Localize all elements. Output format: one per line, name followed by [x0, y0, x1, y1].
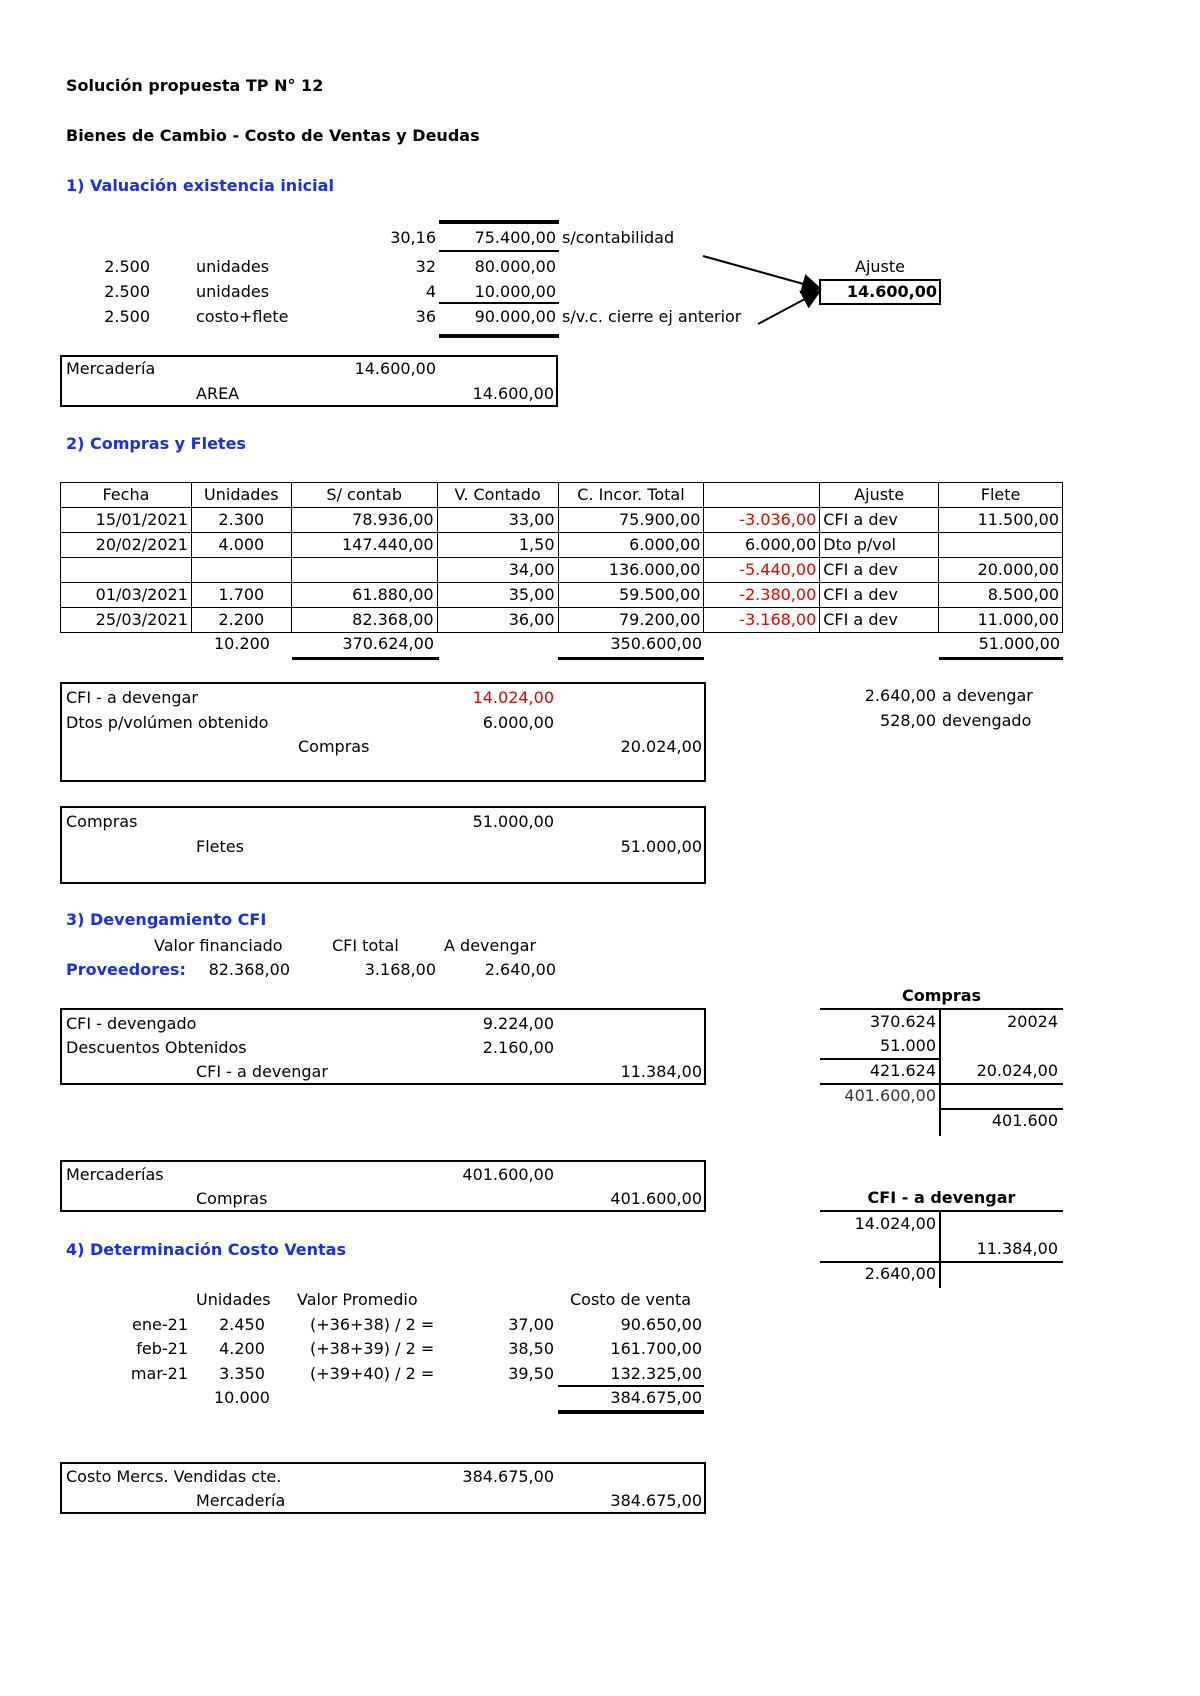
col-header: Unidades: [191, 483, 291, 508]
rule: [939, 1210, 941, 1288]
table-row: [61, 608, 1063, 633]
cv-cost: 161.700,00: [610, 1339, 702, 1358]
ajuste-label: Ajuste: [855, 257, 905, 276]
row3-unit: 36: [415, 307, 436, 326]
cell-diff: -3.036,00: [704, 508, 820, 533]
cell-ajuste: CFI a dev: [820, 583, 939, 608]
t-compras-c5: 401.600: [991, 1111, 1058, 1130]
t-cfi-c2: 11.384,00: [976, 1239, 1058, 1258]
entry-debit-value: 401.600,00: [462, 1165, 554, 1184]
cell-diff: -5.440,00: [704, 558, 820, 583]
cell-contab: [291, 558, 437, 583]
cell-contado: 35,00: [437, 583, 558, 608]
arrow-line: [703, 256, 818, 288]
rule: [439, 250, 559, 252]
section3-heading: 3) Devengamiento CFI: [66, 910, 267, 929]
col-cfi-total: CFI total: [332, 936, 399, 955]
journal-entry-5: [60, 1160, 706, 1212]
col-a-devengar: A devengar: [444, 936, 537, 955]
entry-debit-account: Mercaderías: [66, 1165, 164, 1184]
purchases-table: [60, 482, 1063, 633]
rule: [439, 334, 559, 338]
cell-unidades: 4.000: [191, 533, 291, 558]
journal-entry-2: [60, 682, 706, 782]
cell-contado: 33,00: [437, 508, 558, 533]
cell-fecha: 25/03/2021: [61, 608, 192, 633]
row2-unit: 4: [425, 282, 436, 301]
cell-unidades: [191, 558, 291, 583]
cell-fecha: [61, 558, 192, 583]
col-header: S/ contab: [291, 483, 437, 508]
journal-entry-1: [60, 355, 558, 407]
journal-entry-6: [60, 1462, 706, 1514]
entry-debit-account: Mercadería: [66, 359, 156, 378]
entry-debit-account: Compras: [66, 812, 138, 831]
cell-incor: 136.000,00: [558, 558, 704, 583]
cv-avg: 38,50: [508, 1339, 554, 1358]
journal-entry-3: [60, 806, 706, 884]
table-row: [61, 558, 1063, 583]
table-row: [61, 508, 1063, 533]
rule: [820, 1210, 1063, 1212]
rule: [558, 657, 704, 660]
cell-flete: 8.500,00: [939, 583, 1063, 608]
top-unit: 30,16: [390, 228, 436, 247]
t-compras-d1: 370.624: [869, 1012, 936, 1031]
cv-formula: (+36+38) / 2 =: [310, 1315, 435, 1334]
cell-ajuste: CFI a dev: [820, 508, 939, 533]
t-cfi-title: CFI - a devengar: [867, 1188, 1016, 1207]
row2-value: 10.000,00: [474, 282, 556, 301]
cv-total-cost: 384.675,00: [610, 1388, 702, 1407]
cv-month: mar-21: [130, 1364, 188, 1383]
side-note2-value: 528,00: [880, 711, 936, 730]
table-row: [61, 533, 1063, 558]
rule: [292, 657, 439, 660]
entry-line2-value: 6.000,00: [482, 713, 554, 732]
rule: [820, 1261, 1063, 1263]
cell-unidades: 2.200: [191, 608, 291, 633]
col-costo-venta: Costo de venta: [570, 1290, 692, 1309]
entry-line2-value: 2.160,00: [482, 1038, 554, 1057]
entry-credit-value: 20.024,00: [620, 737, 702, 756]
cell-flete: 11.500,00: [939, 508, 1063, 533]
cv-units: 4.200: [219, 1339, 265, 1358]
t-cfi-d1: 14.024,00: [854, 1214, 936, 1233]
cv-cost: 90.650,00: [620, 1315, 702, 1334]
cell-incor: 75.900,00: [558, 508, 704, 533]
cell-ajuste: CFI a dev: [820, 608, 939, 633]
total-incor: 350.600,00: [610, 634, 702, 653]
rule: [939, 1008, 941, 1136]
cell-diff: -2.380,00: [704, 583, 820, 608]
total-contab: 370.624,00: [342, 634, 434, 653]
rule: [939, 657, 1063, 660]
col-header: C. Incor. Total: [558, 483, 704, 508]
ajuste-value: 14.600,00: [846, 282, 937, 301]
rule: [558, 1410, 704, 1414]
rule: [939, 1108, 1063, 1110]
t-compras-d2: 51.000: [880, 1036, 936, 1055]
t-compras-c3: 20.024,00: [976, 1061, 1058, 1080]
t-compras-title: Compras: [901, 986, 982, 1005]
cell-incor: 59.500,00: [558, 583, 704, 608]
entry-line1-account: CFI - devengado: [66, 1014, 197, 1033]
side-note1-value: 2.640,00: [864, 686, 936, 705]
row1-unit: 32: [415, 257, 436, 276]
cell-diff: -3.168,00: [704, 608, 820, 633]
t-cfi-d3: 2.640,00: [864, 1264, 936, 1283]
col-header: Flete: [939, 483, 1063, 508]
proveedores-v2: 3.168,00: [364, 960, 436, 979]
page-title: Solución propuesta TP N° 12: [66, 76, 324, 95]
cell-contab: 61.880,00: [291, 583, 437, 608]
entry-line1-account: CFI - a devengar: [66, 688, 198, 707]
cell-incor: 6.000,00: [558, 533, 704, 558]
entry-credit-account: Compras: [298, 737, 370, 756]
rule: [439, 302, 559, 304]
entry-credit-account: Fletes: [196, 837, 244, 856]
cv-month: feb-21: [136, 1339, 188, 1358]
entry-debit-value: 14.600,00: [354, 359, 436, 378]
cell-contado: 1,50: [437, 533, 558, 558]
cell-contado: 34,00: [437, 558, 558, 583]
proveedores-v1: 82.368,00: [208, 960, 290, 979]
cv-avg: 37,00: [508, 1315, 554, 1334]
col-header: Fecha: [61, 483, 192, 508]
row3-qty: 2.500: [104, 307, 150, 326]
cv-month: ene-21: [132, 1315, 188, 1334]
cell-flete: 20.000,00: [939, 558, 1063, 583]
entry-credit-account: Mercadería: [196, 1491, 286, 1510]
arrows-graphic: [700, 250, 830, 330]
entry-line2-account: Dtos p/volúmen obtenido: [66, 713, 269, 732]
row1-desc: unidades: [196, 257, 270, 276]
side-note1-text: a devengar: [942, 686, 1033, 705]
rule: [820, 1083, 1063, 1085]
col-valor-promedio: Valor Promedio: [297, 1290, 418, 1309]
cell-unidades: 1.700: [191, 583, 291, 608]
row2-qty: 2.500: [104, 282, 150, 301]
entry-line1-value: 14.024,00: [472, 688, 554, 707]
section1-heading: 1) Valuación existencia inicial: [66, 176, 334, 195]
rule: [439, 220, 559, 224]
table-row: [61, 583, 1063, 608]
entry-debit-account: Costo Mercs. Vendidas cte.: [66, 1467, 282, 1486]
col-valor-financiado: Valor financiado: [154, 936, 283, 955]
top-value: 75.400,00: [474, 228, 556, 247]
cell-ajuste: Dto p/vol: [820, 533, 939, 558]
section4-heading: 4) Determinación Costo Ventas: [66, 1240, 346, 1259]
entry-line2-account: Descuentos Obtenidos: [66, 1038, 247, 1057]
entry-credit-value: 384.675,00: [610, 1491, 702, 1510]
cv-formula: (+38+39) / 2 =: [310, 1339, 435, 1358]
entry-credit-account: AREA: [196, 384, 240, 403]
ajuste-box: [819, 279, 941, 305]
cell-fecha: 01/03/2021: [61, 583, 192, 608]
rule: [820, 1008, 1063, 1010]
cell-fecha: 20/02/2021: [61, 533, 192, 558]
row1-qty: 2.500: [104, 257, 150, 276]
rule: [558, 1385, 704, 1387]
t-compras-d4: 401.600,00: [844, 1086, 936, 1105]
entry-credit-account: Compras: [196, 1189, 268, 1208]
entry-credit-account: CFI - a devengar: [196, 1062, 328, 1081]
entry-debit-value: 384.675,00: [462, 1467, 554, 1486]
cv-avg: 39,50: [508, 1364, 554, 1383]
col-header: V. Contado: [437, 483, 558, 508]
col-header: [704, 483, 820, 508]
bottom-note: s/v.c. cierre ej anterior: [562, 307, 742, 326]
col-unidades: Unidades: [196, 1290, 271, 1309]
rule: [820, 1058, 940, 1060]
cv-units: 2.450: [219, 1315, 265, 1334]
cell-incor: 79.200,00: [558, 608, 704, 633]
cell-flete: [939, 533, 1063, 558]
cell-diff: 6.000,00: [704, 533, 820, 558]
side-note2-text: devengado: [942, 711, 1032, 730]
entry-debit-value: 51.000,00: [472, 812, 554, 831]
proveedores-label: Proveedores:: [66, 960, 186, 979]
total-flete: 51.000,00: [978, 634, 1060, 653]
cv-cost: 132.325,00: [610, 1364, 702, 1383]
cell-contado: 36,00: [437, 608, 558, 633]
t-compras-c1: 20024: [1007, 1012, 1058, 1031]
page-subtitle: Bienes de Cambio - Costo de Ventas y Deudas: [66, 126, 480, 145]
proveedores-v3: 2.640,00: [484, 960, 556, 979]
cell-ajuste: CFI a dev: [820, 558, 939, 583]
entry-credit-value: 14.600,00: [472, 384, 554, 403]
entry-credit-value: 401.600,00: [610, 1189, 702, 1208]
cv-units: 3.350: [219, 1364, 265, 1383]
col-header: Ajuste: [820, 483, 939, 508]
total-units: 10.200: [214, 634, 270, 653]
t-compras-d3: 421.624: [869, 1061, 936, 1080]
row3-value: 90.000,00: [474, 307, 556, 326]
table-header-row: [61, 483, 1063, 508]
row3-desc: costo+flete: [196, 307, 289, 326]
cell-contab: 147.440,00: [291, 533, 437, 558]
cell-fecha: 15/01/2021: [61, 508, 192, 533]
row2-desc: unidades: [196, 282, 270, 301]
cv-formula: (+39+40) / 2 =: [310, 1364, 435, 1383]
cell-contab: 78.936,00: [291, 508, 437, 533]
cell-unidades: 2.300: [191, 508, 291, 533]
entry-line1-value: 9.224,00: [482, 1014, 554, 1033]
cv-total-units: 10.000: [214, 1388, 270, 1407]
top-note: s/contabilidad: [562, 228, 675, 247]
arrow-line: [758, 292, 818, 324]
cell-flete: 11.000,00: [939, 608, 1063, 633]
cell-contab: 82.368,00: [291, 608, 437, 633]
journal-entry-4: [60, 1008, 706, 1085]
section2-heading: 2) Compras y Fletes: [66, 434, 246, 453]
entry-credit-value: 51.000,00: [620, 837, 702, 856]
entry-credit-value: 11.384,00: [620, 1062, 702, 1081]
row1-value: 80.000,00: [474, 257, 556, 276]
